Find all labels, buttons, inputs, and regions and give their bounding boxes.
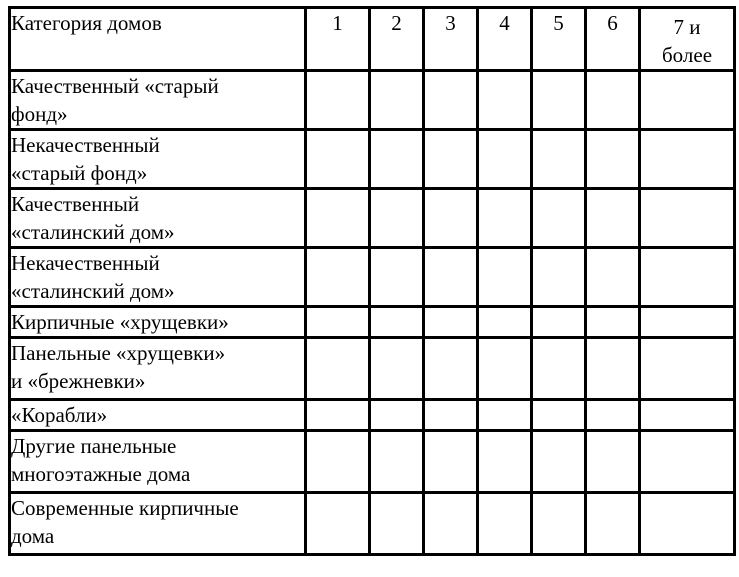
table-cell: [532, 400, 586, 431]
row-label-text: «Корабли»: [11, 403, 108, 427]
table-cell: [424, 431, 478, 493]
table-cell: [586, 431, 640, 493]
row-label-text: Качественный «старый фонд»: [11, 74, 219, 126]
column-header-5: 5: [532, 8, 586, 71]
table-cell: [478, 248, 532, 307]
table-cell: [424, 130, 478, 189]
column-header-7-plus: 7 и более: [640, 8, 735, 71]
table-cell: [306, 400, 370, 431]
row-label-modern-brick: [10, 493, 306, 555]
table-cell: [640, 189, 735, 248]
table-row: [10, 338, 735, 400]
table-cell: [640, 400, 735, 431]
row-label-panel-khrushchevka-brezhnevka: [10, 338, 306, 400]
row-label-text: Качественный «сталинский дом»: [11, 192, 175, 244]
table-cell: [306, 431, 370, 493]
table-cell: [586, 71, 640, 130]
column-header-1: 1: [306, 8, 370, 71]
row-label-low-quality-old-fund: [10, 130, 306, 189]
table-cell: [640, 130, 735, 189]
table-cell: [424, 493, 478, 555]
row-label-low-quality-stalin-house: [10, 248, 306, 307]
table-cell: [640, 493, 735, 555]
column-header-2: 2: [370, 8, 424, 71]
table-cell: [370, 400, 424, 431]
table-cell: [640, 338, 735, 400]
row-label-text: Другие панельные многоэтажные дома: [11, 434, 191, 486]
table-cell: [586, 248, 640, 307]
table-cell: [370, 189, 424, 248]
table-cell: [306, 71, 370, 130]
table-cell: [370, 248, 424, 307]
table-cell: [306, 493, 370, 555]
table-cell: [424, 338, 478, 400]
table-cell: [586, 130, 640, 189]
table-cell: [478, 189, 532, 248]
table-cell: [532, 307, 586, 338]
table-cell: [586, 493, 640, 555]
table-cell: [640, 71, 735, 130]
table-row: [10, 493, 735, 555]
table-cell: [532, 189, 586, 248]
table-cell: [532, 130, 586, 189]
table-cell: [532, 493, 586, 555]
housing-category-table: [8, 6, 736, 556]
table-cell: [370, 71, 424, 130]
table-row: [10, 71, 735, 130]
table-cell: [370, 130, 424, 189]
row-label-quality-old-fund: [10, 71, 306, 130]
row-label-text: Панельные «хрущевки» и «брежневки»: [11, 341, 226, 393]
row-label-brick-khrushchevka: [10, 307, 306, 338]
table-cell: [640, 431, 735, 493]
table-cell: [370, 431, 424, 493]
table-cell: [478, 400, 532, 431]
table-cell: [640, 307, 735, 338]
table-cell: [424, 189, 478, 248]
row-label-text: Современные кирпичные дома: [11, 496, 239, 548]
column-header-3: 3: [424, 8, 478, 71]
table-cell: [532, 431, 586, 493]
table-row: [10, 431, 735, 493]
table-cell: [532, 71, 586, 130]
table-cell: [478, 130, 532, 189]
table-cell: [586, 400, 640, 431]
row-label-text: Некачественный «старый фонд»: [11, 133, 160, 185]
table-cell: [424, 400, 478, 431]
row-label-text: Кирпичные «хрущевки»: [11, 310, 229, 334]
table-row: [10, 307, 735, 338]
table-cell: [532, 338, 586, 400]
table-cell: [424, 248, 478, 307]
table-cell: [424, 71, 478, 130]
category-column-header: Категория домов: [10, 8, 306, 71]
table-cell: [478, 431, 532, 493]
table-cell: [370, 338, 424, 400]
table-cell: [586, 307, 640, 338]
table-row: [10, 248, 735, 307]
table-cell: [640, 248, 735, 307]
table-row: [10, 400, 735, 431]
table-row: [10, 130, 735, 189]
table-cell: [306, 248, 370, 307]
table-cell: [532, 248, 586, 307]
table-row: [10, 189, 735, 248]
table-cell: [306, 189, 370, 248]
column-header-4: 4: [478, 8, 532, 71]
table-cell: [370, 493, 424, 555]
table-cell: [306, 307, 370, 338]
table-cell: [478, 71, 532, 130]
table-cell: [586, 338, 640, 400]
table-cell: [478, 338, 532, 400]
column-header-6: 6: [586, 8, 640, 71]
table-cell: [424, 307, 478, 338]
row-label-quality-stalin-house: [10, 189, 306, 248]
table-cell: [370, 307, 424, 338]
table-cell: [478, 493, 532, 555]
table-cell: [306, 130, 370, 189]
table-cell: [478, 307, 532, 338]
table-header-row: [10, 8, 735, 71]
table-cell: [586, 189, 640, 248]
table-cell: [306, 338, 370, 400]
row-label-text: Некачественный «сталинский дом»: [11, 251, 175, 303]
row-label-other-panel-multistorey: [10, 431, 306, 493]
row-label-korabli: [10, 400, 306, 431]
